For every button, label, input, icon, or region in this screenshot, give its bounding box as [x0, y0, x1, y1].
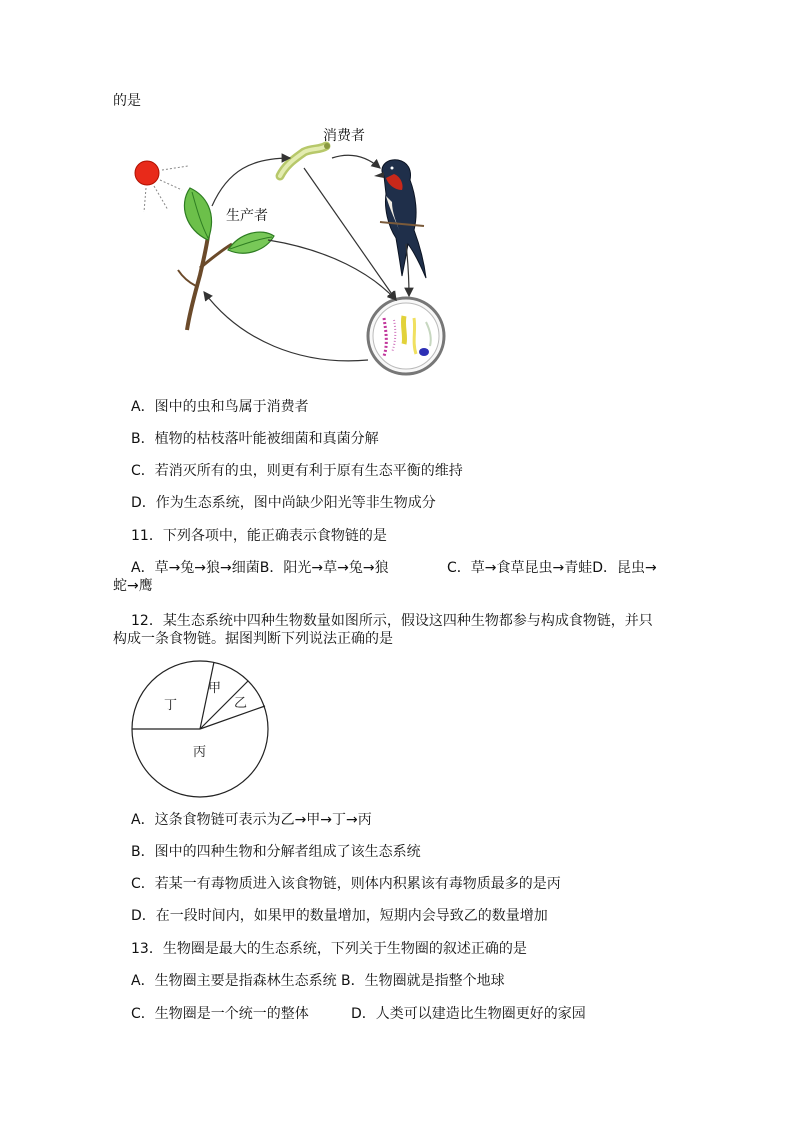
q13-option-d: D．人类可以建造比生物圈更好的家园 — [351, 1006, 586, 1022]
question-stem-tail: 的是 — [113, 93, 141, 109]
q11-options-cd: C．草→食草昆虫→青蛙D．昆虫→ — [447, 560, 657, 576]
q10-option-c: C．若消灭所有的虫，则更有利于原有生态平衡的维持 — [131, 463, 463, 479]
q12-option-c: C．若某一有毒物质进入该食物链，则体内积累该有毒物质最多的是丙 — [131, 876, 561, 892]
pie-label-bing: 丙 — [193, 745, 207, 760]
q10-option-d: D．作为生态系统，图中尚缺少阳光等非生物成分 — [131, 495, 436, 511]
q12-option-d: D．在一段时间内，如果甲的数量增加，短期内会导致乙的数量增加 — [131, 908, 548, 924]
pie-divider-yi-bing — [200, 706, 265, 729]
q13-stem: 13．生物圈是最大的生态系统，下列关于生物圈的叙述正确的是 — [131, 941, 527, 957]
q13-option-c: C．生物圈是一个统一的整体 — [131, 1006, 309, 1022]
q12-stem-line2: 构成一条食物链。据图判断下列说法正确的是 — [113, 631, 393, 647]
q10-option-a: A．图中的虫和鸟属于消费者 — [131, 399, 309, 415]
pie-label-yi: 乙 — [234, 696, 248, 711]
consumer-label: 消费者 — [323, 128, 365, 144]
q10-option-b: B．植物的枯枝落叶能被细菌和真菌分解 — [131, 431, 379, 447]
q12-stem-line1: 12．某生态系统中四种生物数量如图所示，假设这四种生物都参与构成食物链，并只 — [131, 613, 653, 629]
q11-options-ab: A．草→兔→狼→细菌B．阳光→草→兔→狼 — [131, 560, 389, 576]
pie-label-ding: 丁 — [164, 698, 178, 713]
q12-option-a: A．这条食物链可表示为乙→甲→丁→丙 — [131, 812, 372, 828]
q13-options-ab: A．生物圈主要是指森林生态系统 B．生物圈就是指整个地球 — [131, 973, 505, 989]
q12-option-b: B．图中的四种生物和分解者组成了该生态系统 — [131, 844, 421, 860]
q11-options-wrap: 蛇→鹰 — [113, 578, 153, 594]
pie-label-jia: 甲 — [208, 681, 222, 696]
q11-stem: 11．下列各项中，能正确表示食物链的是 — [131, 528, 387, 544]
producer-label: 生产者 — [226, 208, 268, 224]
